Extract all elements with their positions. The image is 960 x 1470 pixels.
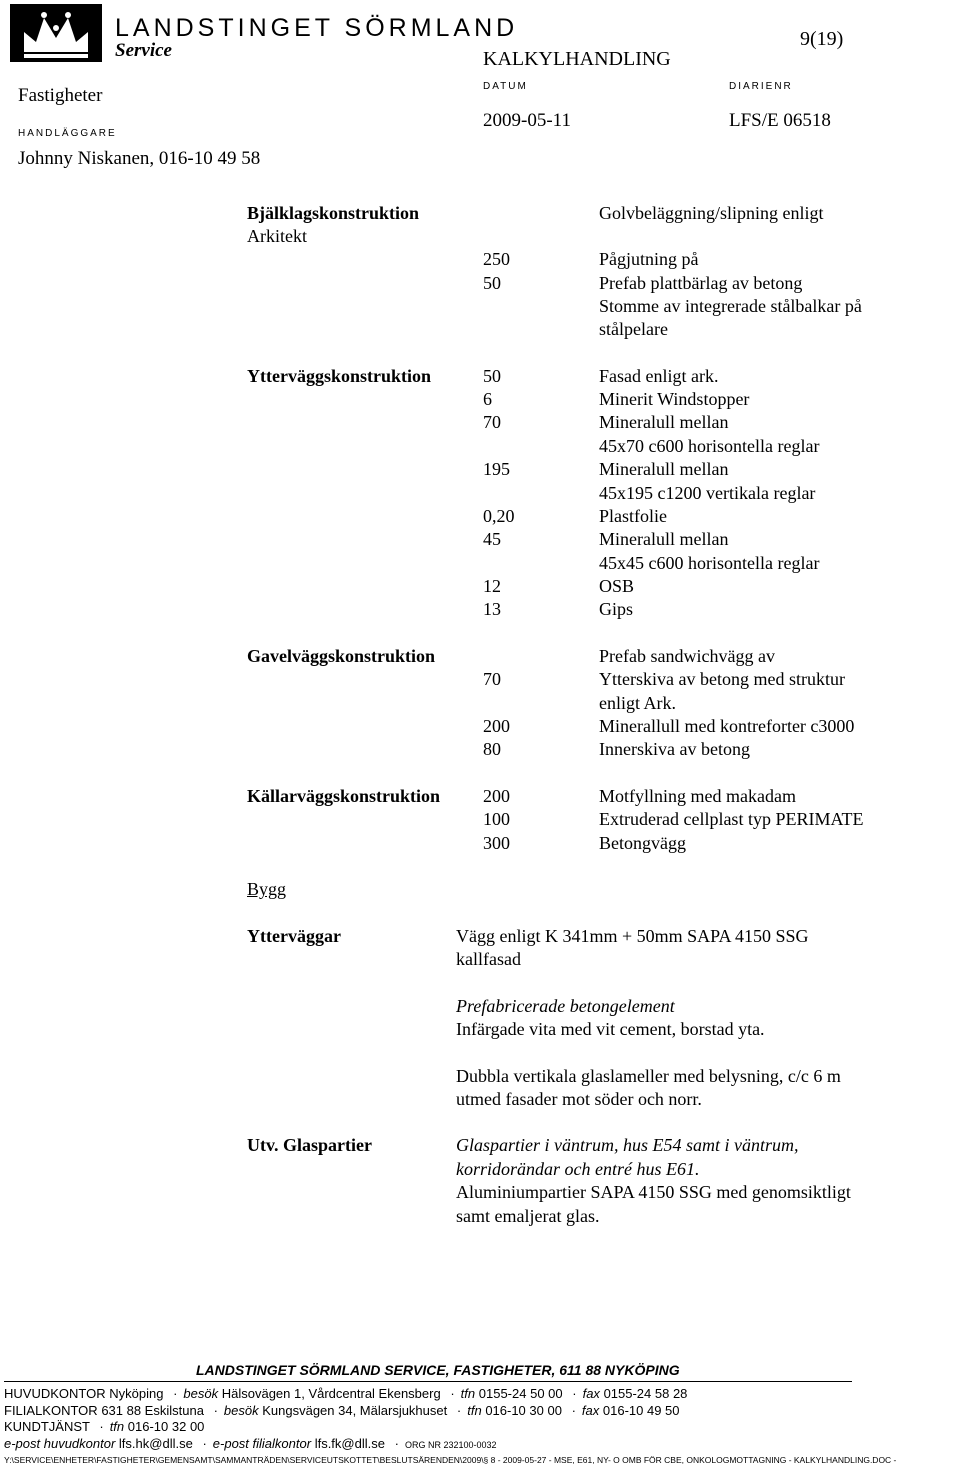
logo	[10, 4, 102, 62]
row-desc: Betongvägg	[599, 833, 686, 853]
row-num: 50	[483, 366, 501, 386]
ytterv-row	[0, 388, 960, 411]
footer-divider	[4, 1381, 852, 1382]
row-desc: Stomme av integrerade stålbalkar på	[599, 296, 862, 316]
glas-row	[0, 1205, 960, 1228]
ytterv-row	[0, 552, 960, 575]
fk-phone: 016-10 30 00	[485, 1403, 562, 1418]
tfn-label: tfn	[109, 1419, 125, 1434]
glas-row	[0, 1181, 960, 1204]
ep-fk[interactable]: lfs.fk@dll.se	[314, 1436, 385, 1451]
footer-fk-line: FILIALKONTOR 631 88 Eskilstuna · besök Kungsvägen 34, Mälarsjukhuset · tfn 016-10 30 00 · fax 016-10 49 50	[4, 1403, 680, 1418]
diarienr-label: DIARIENR	[729, 81, 793, 92]
bygg-row	[0, 948, 960, 971]
bygg-heading: Bygg	[247, 879, 287, 899]
bygg-row	[0, 878, 960, 901]
row-desc: Pågjutning på	[599, 249, 699, 269]
row-num: 13	[483, 599, 501, 619]
glas-row	[0, 1134, 960, 1157]
row-num: 100	[483, 809, 510, 829]
bygg-text: Vägg enligt K 341mm + 50mm SAPA 4150 SSG	[456, 926, 809, 946]
row-desc: Minerit Windstopper	[599, 389, 750, 409]
footer-email-line: e-post huvudkontor lfs.hk@dll.se · e-post filialkontor lfs.fk@dll.se · ORG NR 232100-0032	[4, 1436, 497, 1451]
bygg-text: Prefabricerade betongelement	[456, 996, 675, 1016]
row-desc: Motfyllning med makadam	[599, 786, 796, 806]
glas-text: Aluminiumpartier SAPA 4150 SSG med genomsiktligt	[456, 1182, 851, 1202]
tfn-label: tfn	[460, 1386, 476, 1401]
ytterv-row	[0, 482, 960, 505]
besok-label: besök	[223, 1403, 259, 1418]
bjalklag-row	[0, 295, 960, 318]
doc-date: 2009-05-11	[483, 110, 571, 131]
fax-label: fax	[582, 1386, 600, 1401]
org-nr: ORG NR 232100-0032	[404, 1440, 497, 1450]
ytterv-row	[0, 505, 960, 528]
row-desc: Fasad enligt ark.	[599, 366, 719, 386]
row-desc: Mineralull mellan	[599, 459, 729, 479]
footer-title: LANDSTINGET SÖRMLAND SERVICE, FASTIGHETER, 611 88 NYKÖPING	[196, 1362, 680, 1378]
ytterv-row	[0, 411, 960, 434]
ep-fk-label: e-post filialkontor	[212, 1436, 312, 1451]
bjalklag-row	[0, 248, 960, 271]
section-title-bjalklag: Bjälklagskonstruktion	[247, 203, 420, 223]
row-num: 50	[483, 273, 501, 293]
row-num: 200	[483, 786, 510, 806]
gavel-row	[0, 692, 960, 715]
glas-label: Utv. Glaspartier	[247, 1135, 372, 1155]
bjalklag-row	[0, 225, 960, 248]
doc-type: KALKYLHANDLING	[483, 48, 671, 70]
kt-label: KUNDTJÄNST	[4, 1419, 90, 1434]
section-title-ytterv: Ytterväggskonstruktion	[247, 366, 432, 386]
handlaggare-label: HANDLÄGGARE	[18, 128, 117, 139]
kallar-row	[0, 832, 960, 855]
hk-address: Hälsovägen 1, Vårdcentral Ekensberg	[221, 1386, 441, 1401]
bygg-text: kallfasad	[456, 949, 521, 969]
row-desc: Minerallull med kontreforter c3000	[599, 716, 855, 736]
kt-phone: 016-10 32 00	[127, 1419, 205, 1434]
bygg-text: Dubbla vertikala glaslameller med belysning, c/c 6 m	[456, 1066, 841, 1086]
row-label: Arkitekt	[247, 226, 307, 246]
bjalklag-row	[0, 272, 960, 295]
row-desc: OSB	[599, 576, 635, 596]
row-desc: Innerskiva av betong	[599, 739, 750, 759]
row-desc: Extruderad cellplast typ PERIMATE	[599, 809, 864, 829]
fk-fax: 016-10 49 50	[602, 1403, 680, 1418]
bygg-row	[0, 1018, 960, 1041]
ytterv-row	[0, 598, 960, 621]
org-sub: Service	[115, 40, 172, 61]
row-num: 6	[483, 389, 492, 409]
row-num: 70	[483, 669, 501, 689]
row-desc: Plastfolie	[599, 506, 667, 526]
row-desc: 45x195 c1200 vertikala reglar	[599, 483, 816, 503]
row-desc: 45x45 c600 horisontella reglar	[599, 553, 820, 573]
row-num: 250	[483, 249, 510, 269]
ytterv-row	[0, 575, 960, 598]
glas-text: samt emaljerat glas.	[456, 1206, 600, 1226]
crown-logo-icon	[10, 4, 102, 62]
bygg-row	[0, 925, 960, 948]
department: Fastigheter	[18, 85, 103, 106]
ytterv-row	[0, 435, 960, 458]
row-num: 12	[483, 576, 501, 596]
besok-label: besök	[183, 1386, 219, 1401]
row-num: 0,20	[483, 506, 515, 526]
ytterv-row	[0, 458, 960, 481]
row-desc: Prefab sandwichvägg av	[599, 646, 775, 666]
ytterv-label: Ytterväggar	[247, 926, 341, 946]
row-desc: 45x70 c600 horisontella reglar	[599, 436, 820, 456]
ytterv-row	[0, 528, 960, 551]
section-title-kallar: Källarväggskonstruktion	[247, 786, 441, 806]
ep-hk[interactable]: lfs.hk@dll.se	[118, 1436, 193, 1451]
gavel-row	[0, 738, 960, 761]
row-desc: Mineralull mellan	[599, 412, 729, 432]
row-desc: stålpelare	[599, 319, 668, 339]
ep-hk-label: e-post huvudkontor	[4, 1436, 116, 1451]
handlaggare: Johnny Niskanen, 016-10 49 58	[18, 148, 261, 169]
glas-row	[0, 1158, 960, 1181]
bygg-row	[0, 995, 960, 1018]
row-num: 200	[483, 716, 510, 736]
datum-label: DATUM	[483, 81, 528, 92]
file-path: Y:\SERVICE\ENHETER\FASTIGHETER\GEMENSAMT\SAMMANTRÄDEN\SERVICEUTSKOTTET\BESLUTSÄRENDEN\2009\§ 8 - 2009-05-27 - MSE, E61, NY- O OMB FÖR CBE, ONKOLOGMOTTAGNING - KALKYLHANDLING.DOC -	[4, 1455, 897, 1465]
footer-hk-line: HUVUDKONTOR Nyköping · besök Hälsovägen 1, Vårdcentral Ekensberg · tfn 0155-24 50 00 · fax 0155-24 58 28	[4, 1386, 688, 1401]
hk-phone: 0155-24 50 00	[478, 1386, 563, 1401]
fax-label: fax	[581, 1403, 600, 1418]
gavel-row	[0, 668, 960, 691]
row-num: 80	[483, 739, 501, 759]
org-name: LANDSTINGET SÖRMLAND	[115, 14, 519, 42]
gavel-row	[0, 645, 960, 668]
glas-text: Glaspartier i väntrum, hus E54 samt i väntrum,	[456, 1135, 799, 1155]
row-desc: Gips	[599, 599, 634, 619]
bjalklag-row	[0, 318, 960, 341]
section-title-gavel: Gavelväggskonstruktion	[247, 646, 436, 666]
row-num: 45	[483, 529, 501, 549]
row-desc: Golvbeläggning/slipning enligt	[599, 203, 824, 223]
row-num: 300	[483, 833, 510, 853]
kallar-row	[0, 808, 960, 831]
kallar-row	[0, 785, 960, 808]
glas-text: korridorändar och entré hus E61.	[456, 1159, 700, 1179]
bygg-text: utmed fasader mot söder och norr.	[456, 1089, 702, 1109]
fk-city: 631 88 Eskilstuna	[101, 1403, 204, 1418]
diarienr: LFS/E 06518	[729, 110, 831, 131]
ytterv-row	[0, 365, 960, 388]
row-desc: Ytterskiva av betong med struktur	[599, 669, 845, 689]
bygg-row	[0, 1065, 960, 1088]
tfn-label: tfn	[467, 1403, 482, 1418]
page-number: 9(19)	[800, 28, 844, 50]
row-desc: Prefab plattbärlag av betong	[599, 273, 803, 293]
row-desc: enligt Ark.	[599, 693, 676, 713]
fk-address: Kungsvägen 34, Mälarsjukhuset	[262, 1403, 448, 1418]
hk-city: Nyköping	[109, 1386, 164, 1401]
bjalklag-row	[0, 202, 960, 225]
row-num: 70	[483, 412, 501, 432]
row-desc: Mineralull mellan	[599, 529, 729, 549]
hk-fax: 0155-24 58 28	[603, 1386, 688, 1401]
fk-label: FILIALKONTOR	[4, 1403, 98, 1418]
footer-kt-line: KUNDTJÄNST · tfn 016-10 32 00	[4, 1419, 205, 1434]
bygg-text: Infärgade vita med vit cement, borstad yta.	[456, 1019, 765, 1039]
row-num: 195	[483, 459, 510, 479]
bygg-row	[0, 1088, 960, 1111]
gavel-row	[0, 715, 960, 738]
hk-label: HUVUDKONTOR	[4, 1386, 106, 1401]
